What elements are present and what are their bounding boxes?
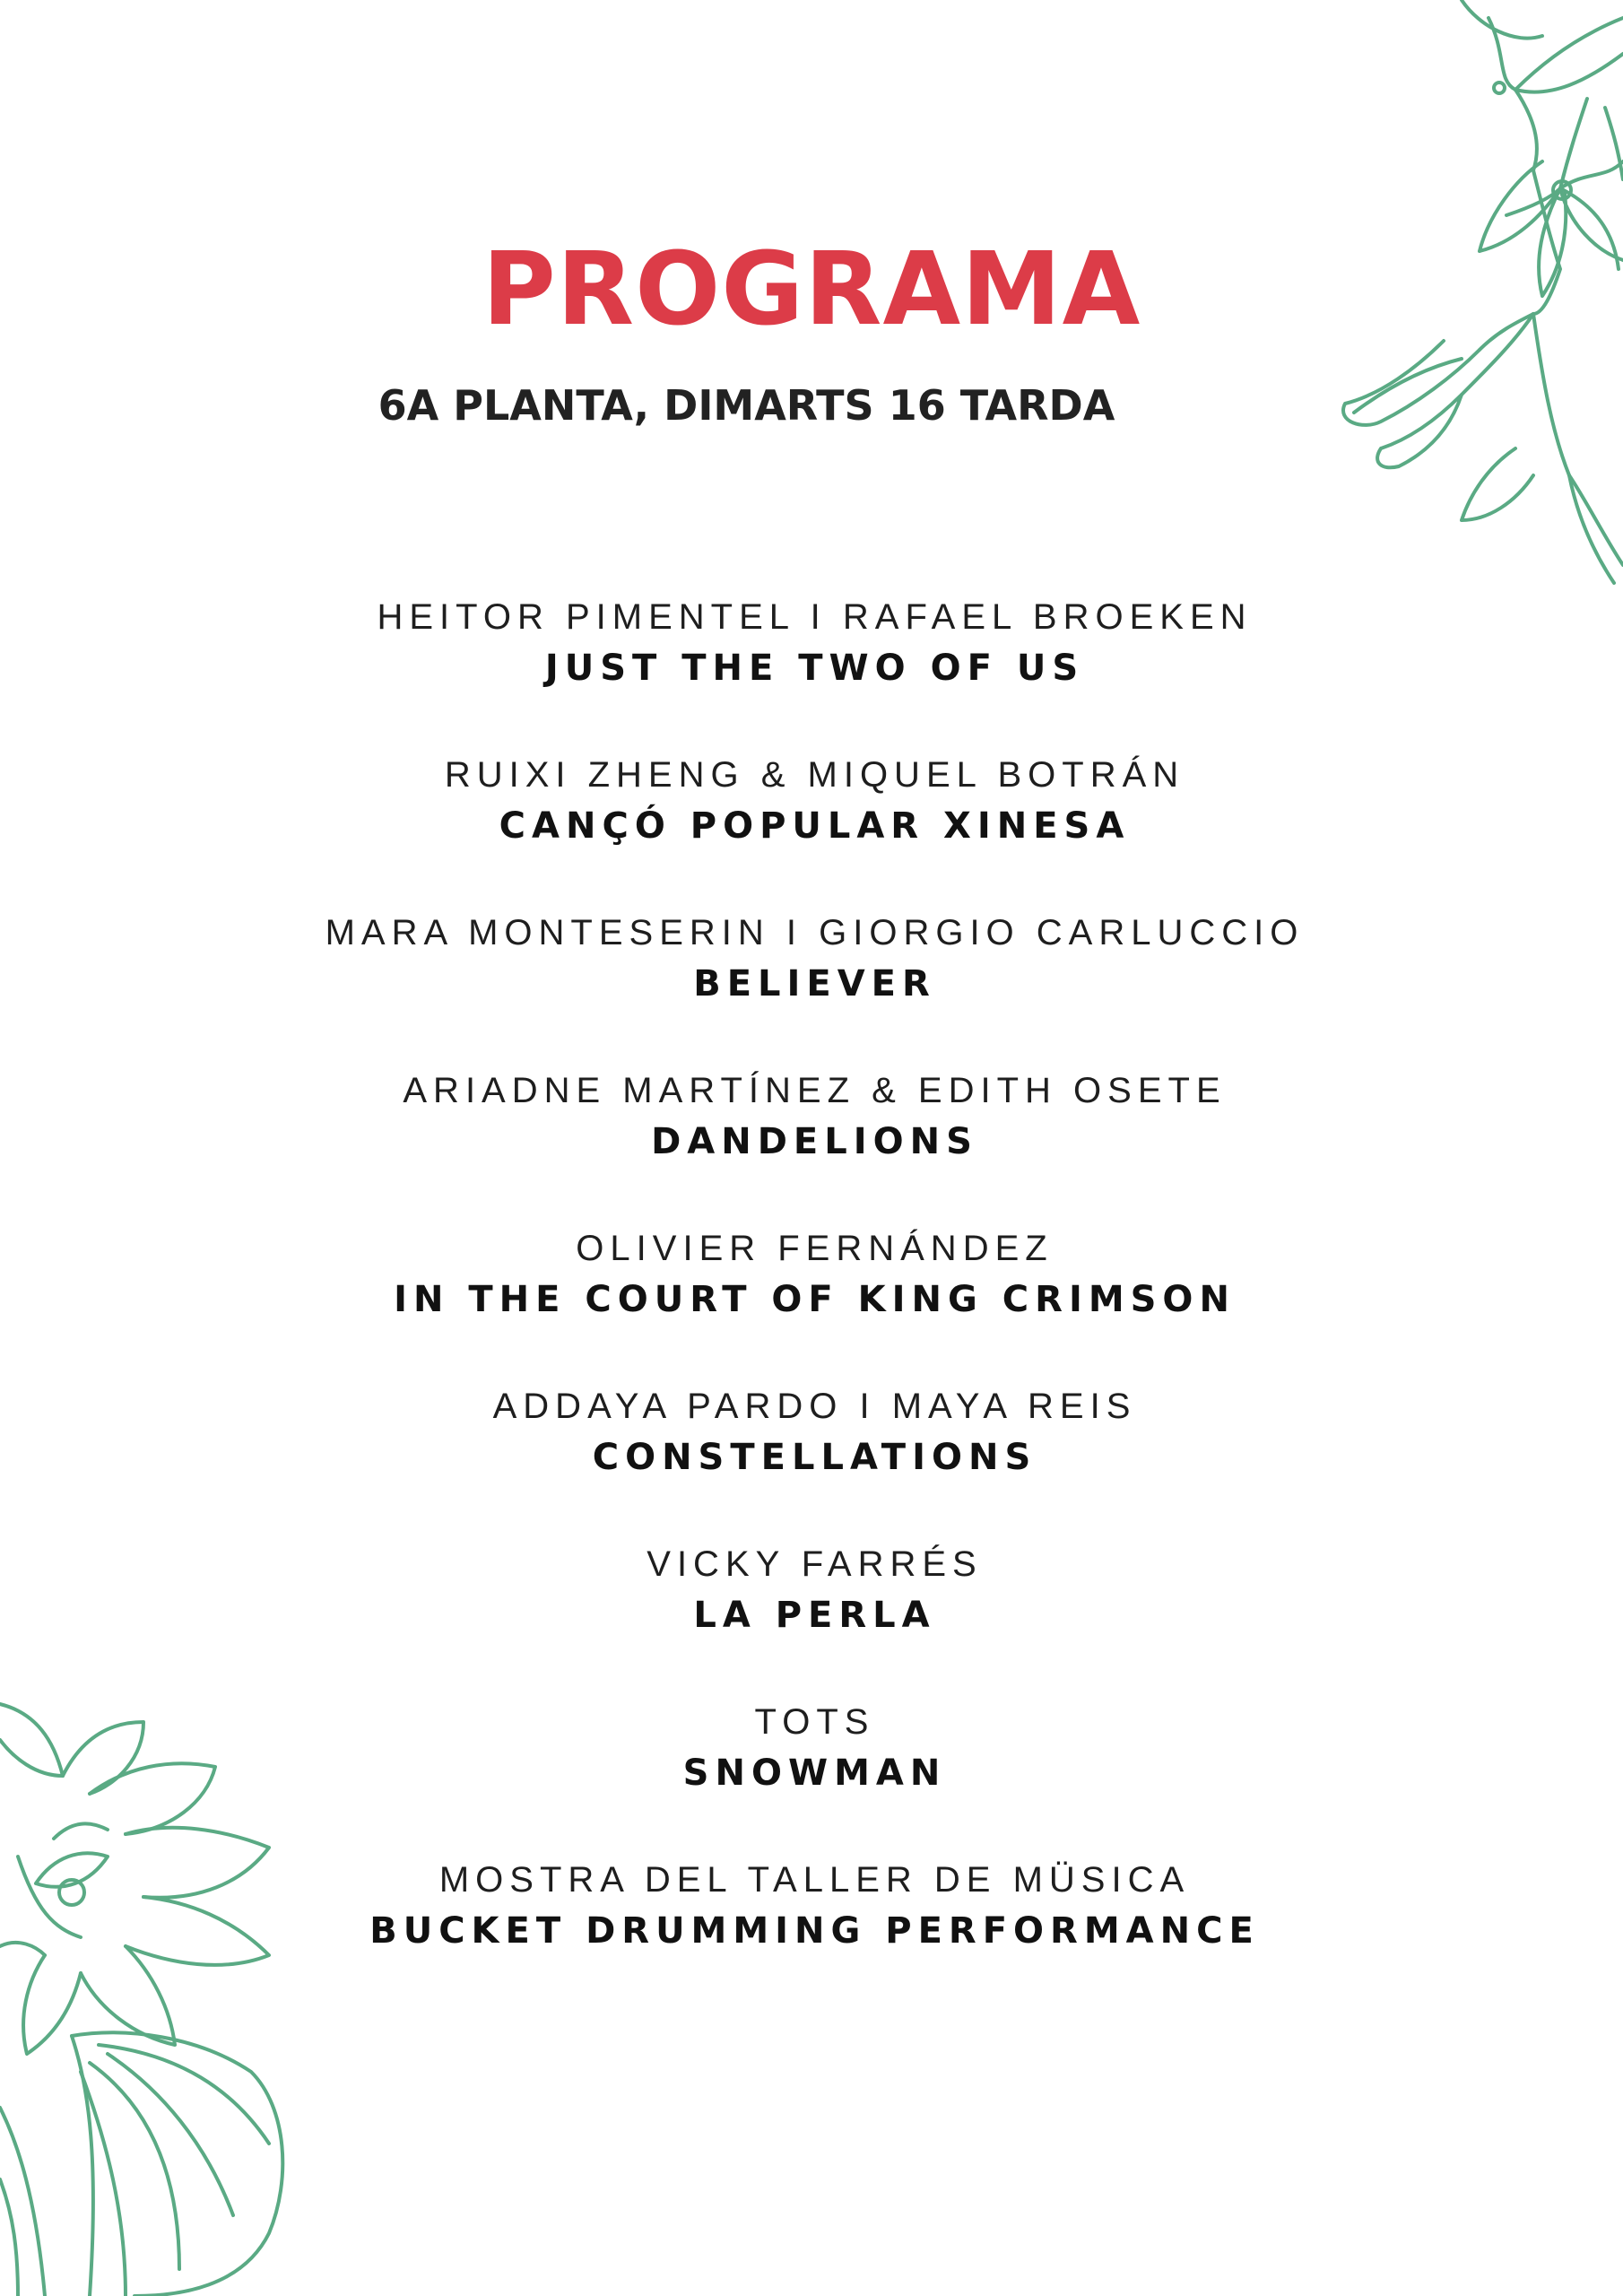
piece-title: JUST THE TWO OF US <box>544 648 1085 689</box>
program-list <box>0 592 1623 2013</box>
page-subtitle: 6A PLANTA, DIMARTS 16 TARDA <box>378 381 1115 430</box>
piece-title: DANDELIONS <box>651 1121 978 1162</box>
program-entry <box>0 1381 1623 1539</box>
performers: ARIADNE MARTÍNEZ & EDITH OSETE <box>403 1071 1227 1110</box>
piece-title: BUCKET DRUMMING PERFORMANCE <box>369 1910 1260 1952</box>
piece-title: BELIEVER <box>693 963 936 1004</box>
program-entry <box>0 1697 1623 1855</box>
performers: TOTS <box>754 1702 875 1742</box>
program-entry <box>0 750 1623 908</box>
piece-title: CONSTELLATIONS <box>592 1437 1037 1478</box>
program-entry <box>0 908 1623 1065</box>
piece-title: CANÇÓ POPULAR XINESA <box>499 805 1131 847</box>
program-entry <box>0 1223 1623 1381</box>
piece-title: IN THE COURT OF KING CRIMSON <box>394 1279 1236 1320</box>
performers: MOSTRA DEL TALLER DE MÜSICA <box>438 1860 1191 1900</box>
performers: OLIVIER FERNÁNDEZ <box>576 1229 1054 1268</box>
performers: VICKY FARRÉS <box>647 1544 983 1584</box>
program-entry <box>0 1855 1623 2013</box>
program-entry <box>0 592 1623 750</box>
program-entry <box>0 1539 1623 1697</box>
performers: HEITOR PIMENTEL I RAFAEL BROEKEN <box>377 597 1253 637</box>
piece-title: LA PERLA <box>693 1595 936 1636</box>
piece-title: SNOWMAN <box>682 1752 947 1794</box>
page-title: PROGRAMA <box>482 231 1141 348</box>
performers: RUIXI ZHENG & MIQUEL BOTRÁN <box>444 755 1185 795</box>
performers: ADDAYA PARDO I MAYA REIS <box>492 1387 1137 1426</box>
performers: MARA MONTESERIN I GIORGIO CARLUCCIO <box>325 913 1305 952</box>
program-entry <box>0 1065 1623 1223</box>
